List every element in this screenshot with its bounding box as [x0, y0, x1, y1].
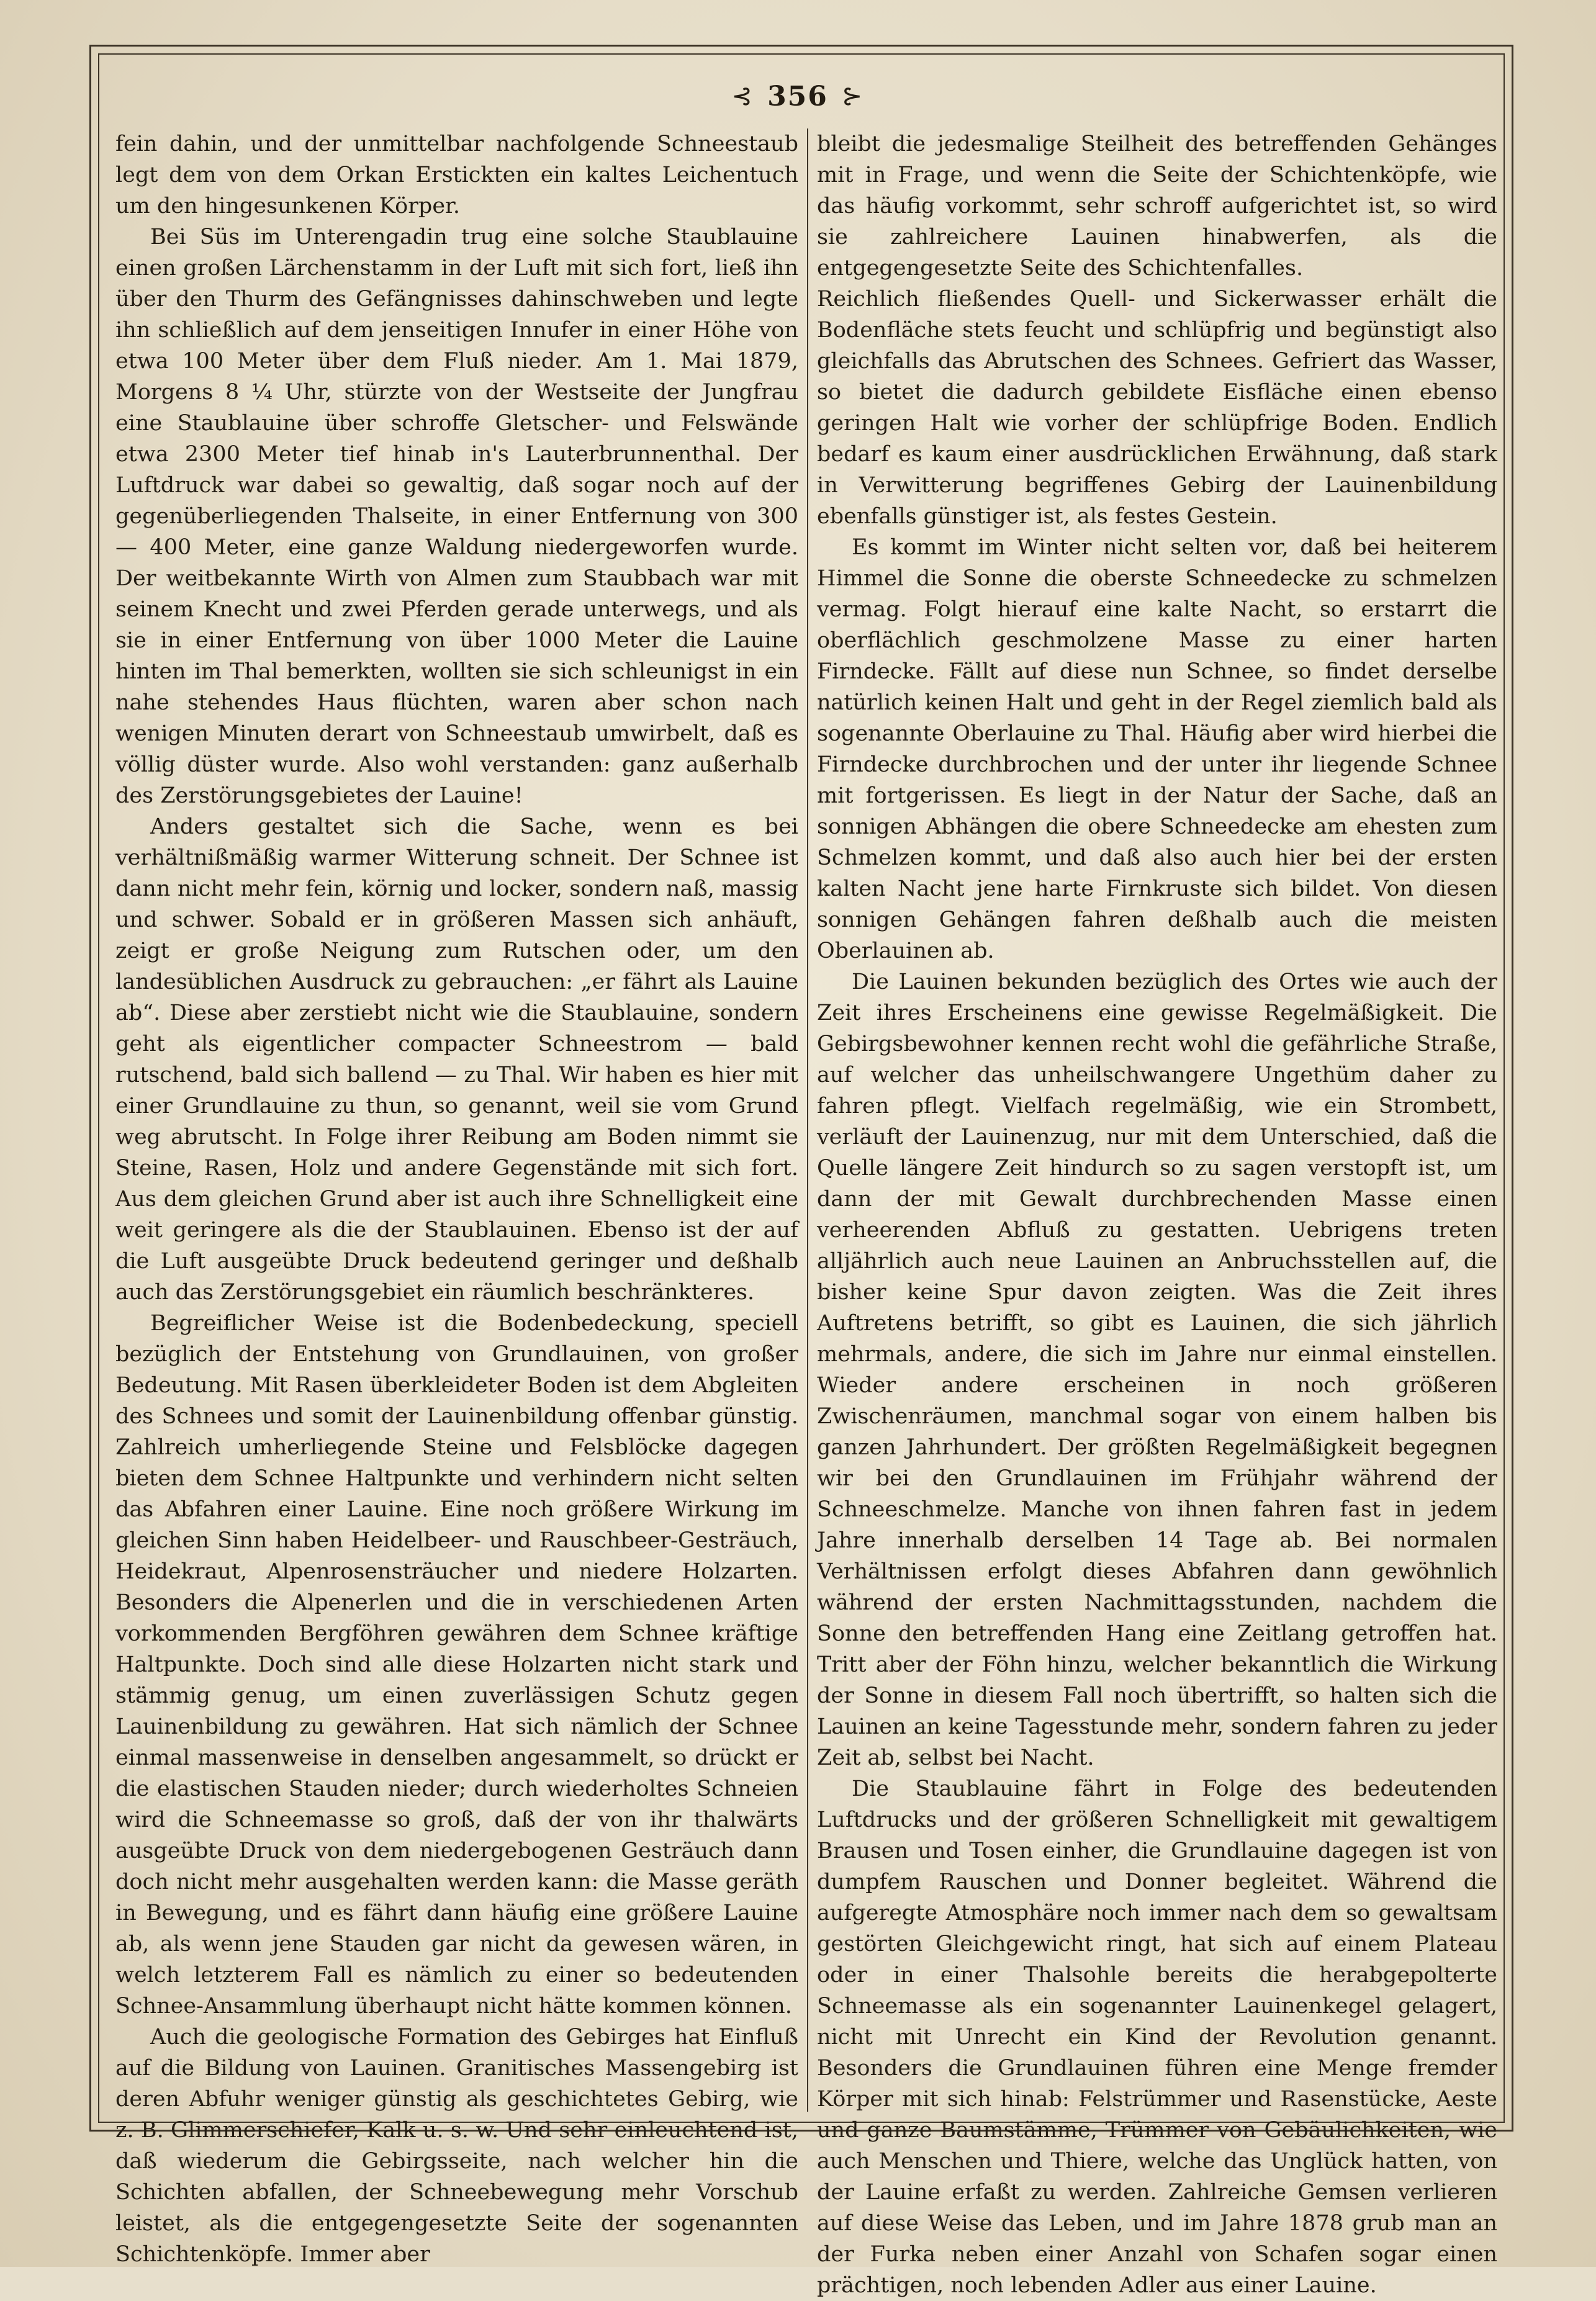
paragraph: Die Staublauine fährt in Folge des bedeutenden Luftdrucks und der größeren Schnelligkeit mit gewaltigem Brausen und Tosen einher, die Grundlauine dagegen ist von dumpfem Rauschen und Donner begleitet. Während die aufgeregte Atmosphäre noch immer nach dem so gewaltsam gestörten Gleichgewicht ringt, hat sich auf einem Plateau oder in einer Thalsohle bereits die herabgepolterte Schneemasse als ein sogenannter Lauinenkegel gelagert, nicht mit Unrecht ein Kind der Revolution genannt. Besonders die Grundlauinen führen eine Menge fremder Körper mit sich hinab: Felstrümmer und Rasenstücke, Aeste und ganze Baumstämme, Trümmer von Gebäulichkeiten, wie auch Menschen und Thiere, welche das Unglück hatten, von der Lauine erfaßt zu werden. Zahlreiche Gemsen verlieren auf diese Weise das Leben, und im Jahre 1878 grub man an der Furka neben einer Anzahl von Schafen sogar einen prächtigen, noch lebenden Adler aus einer Lauine.: [817, 1776, 1497, 2298]
ornament-right-icon: ⊱: [841, 82, 864, 110]
column-divider: [807, 128, 808, 2112]
paragraph: Bei Süs im Unterengadin trug eine solche Staublauine einen großen Lärchenstamm in der Luft mit sich fort, ließ ihn über den Thurm des Gefängnisses dahinschweben und legte ihn schließlich auf dem jenseitigen Innufer in einer Höhe von etwa 100 Meter über dem Fluß nieder. Am 1. Mai 1879, Morgens 8 ¼ Uhr, stürzte von der Westseite der Jungfrau eine Staublauine über schroffe Gletscher- und Felswände etwa 2300 Meter tief hinab in's Lauterbrunnenthal. Der Luftdruck war dabei so gewaltig, daß sogar noch auf der gegenüberliegenden Thalseite, in einer Entfernung von 300 — 400 Meter, eine ganze Waldung niedergeworfen wurde. Der weitbekannte Wirth von Almen zum Staubbach war mit seinem Knecht und zwei Pferden gerade unterwegs, und als sie in einer Entfernung von über 1000 Meter die Lauine hinten im Thal bemerkten, wollten sie sich schleunigst in ein nahe stehendes Haus flüchten, waren aber schon nach wenigen Minuten derart von Schneestaub umwirbelt, daß es völlig düster wurde. Also wohl verstanden: ganz außerhalb des Zerstörungsgebietes der Lauine!: [115, 225, 798, 808]
paragraph: fein dahin, und der unmittelbar nachfolgende Schneestaub legt dem von dem Orkan Erstickten ein kaltes Leichentuch um den hingesunkenen Körper.: [115, 132, 798, 218]
paragraph: Reichlich fließendes Quell- und Sickerwasser erhält die Bodenfläche stets feucht und schlüpfrig und begünstigt also gleichfalls das Abrutschen des Schnees. Gefriert das Wasser, so bietet die dadurch gebildete Eisfläche einen ebenso geringen Halt wie vorher der schlüpfrige Boden. Endlich bedarf es kaum einer ausdrücklichen Erwähnung, daß stark in Verwitterung begriffenes Gebirg der Lauinenbildung ebenfalls günstiger ist, als festes Gestein.: [817, 287, 1497, 529]
paragraph: Es kommt im Winter nicht selten vor, daß bei heiterem Himmel die Sonne die oberste Schneedecke zu schmelzen vermag. Folgt hierauf eine kalte Nacht, so erstarrt die oberflächlich geschmolzene Masse zu einer harten Firndecke. Fällt auf diese nun Schnee, so findet derselbe natürlich keinen Halt und geht in der Regel ziemlich bald als sogenannte Oberlauine zu Thal. Häufig aber wird hierbei die Firndecke durchbrochen und der unter ihr liegende Schnee mit fortgerissen. Es liegt in der Natur der Sache, daß an sonnigen Abhängen die obere Schneedecke am ehesten zum Schmelzen kommt, und daß also auch hier bei der ersten kalten Nacht jene harte Firnkruste sich bildet. Von diesen sonnigen Gehängen fahren deßhalb auch die meisten Oberlauinen ab.: [817, 535, 1497, 963]
left-column: [115, 128, 798, 2267]
ornament-left-icon: ⊰: [731, 82, 754, 110]
paragraph: Die Lauinen bekunden bezüglich des Ortes wie auch der Zeit ihres Erscheinens eine gewisse Regelmäßigkeit. Die Gebirgsbewohner kennen recht wohl die gefährliche Straße, auf welcher das unheilschwangere Ungethüm daher zu fahren pflegt. Vielfach regelmäßig, wie ein Strombett, verläuft der Lauinenzug, nur mit dem Unterschied, daß die Quelle längere Zeit hindurch so zu sagen verstopft ist, um dann der mit Gewalt durchbrechenden Masse einen verheerenden Abfluß zu gestatten. Uebrigens treten alljährlich auch neue Lauinen an Anbruchsstellen auf, die bisher keine Spur davon zeigten. Was die Zeit ihres Auftretens betrifft, so gibt es Lauinen, die sich jährlich mehrmals, andere, die sich im Jahre nur einmal einstellen. Wieder andere erscheinen in noch größeren Zwischenräumen, manchmal sogar von einem halben bis ganzen Jahrhundert. Der größten Regelmäßigkeit begegnen wir bei den Grundlauinen im Frühjahr während der Schneeschmelze. Manche von ihnen fahren fast in jedem Jahre innerhalb derselben 14 Tage ab. Bei normalen Verhältnissen erfolgt dieses Abfahren dann gewöhnlich während der ersten Nachmittagsstunden, nachdem die Sonne den betreffenden Hang eine Zeitlang getroffen hat. Tritt aber der Föhn hinzu, welcher bekanntlich die Wirkung der Sonne in diesem Fall noch übertrifft, so halten sich die Lauinen an keine Tagesstunde mehr, sondern fahren zu jeder Zeit ab, selbst bei Nacht.: [817, 970, 1497, 1770]
page-number: 356: [767, 80, 828, 112]
paragraph: bleibt die jedesmalige Steilheit des betreffenden Gehänges mit in Frage, und wenn die Seite der Schichtenköpfe, wie das häufig vorkommt, sehr schroff aufgerichtet ist, so wird sie zahlreichere Lauinen hinabwerfen, als die entgegengesetzte Seite des Schichtenfalles.: [817, 132, 1497, 281]
paragraph: Begreiflicher Weise ist die Bodenbedeckung, speciell bezüglich der Entstehung von Grundlauinen, von großer Bedeutung. Mit Rasen überkleideter Boden ist dem Abgleiten des Schnees und somit der Lauinenbildung offenbar günstig. Zahlreich umherliegende Steine und Felsblöcke dagegen bieten dem Schnee Haltpunkte und verhindern nicht selten das Abfahren einer Lauine. Eine noch größere Wirkung im gleichen Sinn haben Heidelbeer- und Rauschbeer-Gesträuch, Heidekraut, Alpenrosensträucher und niedere Holzarten. Besonders die Alpenerlen und die in verschiedenen Arten vorkommenden Bergföhren gewähren dem Schnee kräftige Haltpunkte. Doch sind alle diese Holzarten nicht stark und stämmig genug, um einen zuverlässigen Schutz gegen Lauinenbildung zu gewähren. Hat sich nämlich der Schnee einmal massenweise in denselben angesammelt, so drückt er die elastischen Stauden nieder; durch wiederholtes Schneien wird die Schneemasse so groß, daß der von ihr thalwärts ausgeübte Druck von dem niedergebogenen Gesträuch dann doch nicht mehr ausgehalten werden kann: die Masse geräth in Bewegung, und es fährt dann häufig eine größere Lauine ab, als wenn jene Stauden gar nicht da gewesen wären, in welch letzterem Fall es nämlich zu einer so bedeutenden Schnee-Ansammlung überhaupt nicht hätte kommen können.: [115, 1311, 798, 2019]
paragraph: Anders gestaltet sich die Sache, wenn es bei verhältnißmäßig warmer Witterung schneit. Der Schnee ist dann nicht mehr fein, körnig und locker, sondern naß, massig und schwer. Sobald er in größeren Massen sich anhäuft, zeigt er große Neigung zum Rutschen oder, um den landesüblichen Ausdruck zu gebrauchen: „er fährt als Lauine ab“. Diese aber zerstiebt nicht wie die Staublauine, sondern geht als eigentlicher compacter Schneestrom — bald rutschend, bald sich ballend — zu Thal. Wir haben es hier mit einer Grundlauine zu thun, so genannt, weil sie vom Grund weg abrutscht. In Folge ihrer Reibung am Boden nimmt sie Steine, Rasen, Holz und andere Gegenstände mit sich fort. Aus dem gleichen Grund aber ist auch ihre Schnelligkeit eine weit geringere als die der Staublauinen. Ebenso ist der auf die Luft ausgeübte Druck bedeutend geringer und deßhalb auch das Zerstörungsgebiet ein räumlich beschränkteres.: [115, 814, 798, 1305]
right-column: [817, 128, 1497, 2298]
paragraph: Auch die geologische Formation des Gebirges hat Einfluß auf die Bildung von Lauinen. Granitisches Massengebirg ist deren Abfuhr weniger günstig als geschichtetes Gebirg, wie z. B. Glimmerschiefer, Kalk u. s. w. Und sehr einleuchtend ist, daß wiederum die Gebirgsseite, nach welcher hin die Schichten abfallen, der Schneebewegung mehr Vorschub leistet, als die entgegengesetzte Seite der sogenannten Schichtenköpfe. Immer aber: [115, 2025, 798, 2267]
page-header: [683, 74, 913, 118]
